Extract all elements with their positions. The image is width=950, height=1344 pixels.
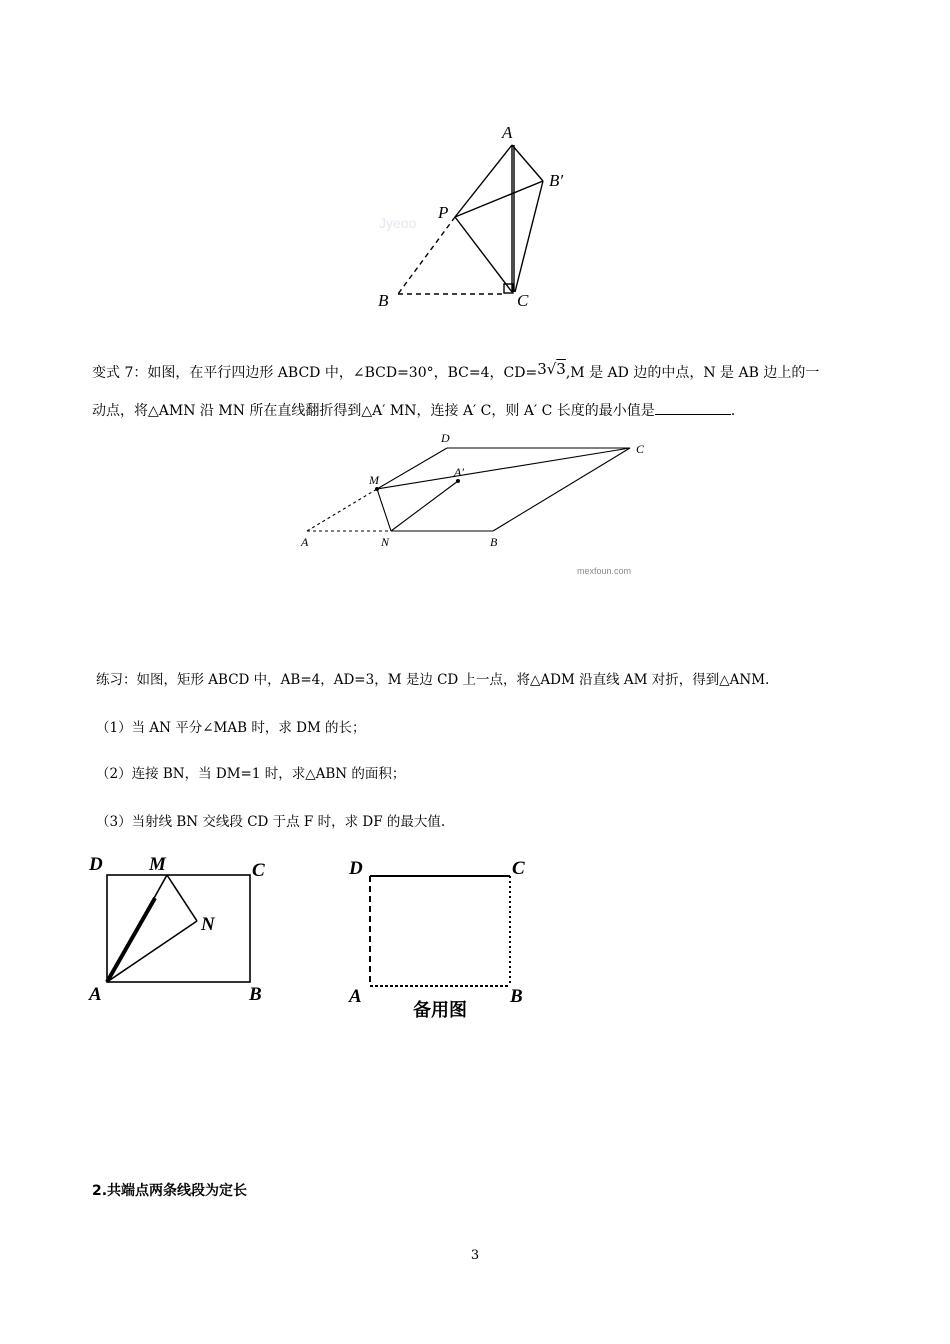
point-m: [375, 487, 379, 491]
label-p: P: [438, 203, 449, 222]
variant7-text-c: 动点，将△AMN 沿 MN 所在直线翻折得到△A′ MN，连接 A′ C，则 A′ C 长度的最小值是: [92, 403, 655, 419]
segment-ap: [455, 145, 512, 217]
label-b: B: [249, 984, 262, 1005]
answer-blank: [655, 400, 731, 415]
variant7-text-b: ,M 是 AD 边的中点，N 是 AB 边上的一: [565, 365, 820, 381]
segment-an: [107, 921, 197, 982]
segment-bc: [493, 448, 630, 531]
segment-na-prime: [391, 481, 458, 531]
segment-mn: [167, 875, 197, 921]
variant7-text-d: .: [730, 403, 736, 419]
section-title: 2.共端点两条线段为定长: [92, 1183, 248, 1199]
label-c: C: [512, 858, 525, 879]
figure-parallelogram: [295, 428, 675, 578]
sqrt-expression: [537, 360, 566, 378]
variant7-text-a: 变式 7：如图，在平行四边形 ABCD 中，∠BCD=30°，BC=4，CD=: [92, 365, 538, 381]
exercise-intro: 练习：如图，矩形 ABCD 中，AB=4，AD=3，M 是边 CD 上一点，将△ADM 沿直线 AM 对折，得到△ANM.: [96, 672, 770, 688]
label-c: C: [517, 291, 529, 310]
label-c: C: [252, 860, 265, 881]
point-a-prime: [456, 479, 460, 483]
segment-pb-prime: [455, 181, 543, 217]
figure-caption: 备用图: [413, 1000, 467, 1021]
variant7-line1: [92, 359, 819, 383]
exercise-question-2: （2）连接 BN，当 DM=1 时，求△ABN 的面积；: [96, 766, 406, 782]
watermark: mexfoun.com: [577, 566, 632, 576]
rectangle-abcd: [107, 875, 250, 982]
label-c: C: [636, 442, 645, 456]
figure-rectangle-fold: [85, 848, 275, 1013]
segment-mn: [377, 489, 391, 531]
segment-b-prime-c: [515, 181, 543, 292]
sqrt-radicand: 3: [556, 360, 566, 378]
segment-ab-prime: [512, 145, 543, 181]
segment-mc: [377, 448, 630, 489]
label-b: B: [378, 291, 389, 310]
label-b: B: [490, 535, 498, 549]
figure-spare-rectangle: [345, 848, 535, 1023]
variant7-line2: [92, 400, 735, 421]
exercise-question-3: （3）当射线 BN 交线段 CD 于点 F 时，求 DF 的最大值.: [96, 814, 446, 830]
label-n: N: [381, 535, 390, 549]
label-m: M: [369, 473, 379, 487]
segment-am-bold: [107, 898, 155, 982]
label-d: D: [89, 854, 103, 875]
label-a: A: [89, 984, 102, 1005]
label-a: A: [349, 986, 362, 1007]
figure-fold-triangle: [365, 118, 580, 313]
watermark: Jyeoo: [379, 215, 417, 231]
segment-pc: [455, 217, 512, 292]
label-b: B: [510, 986, 523, 1007]
exercise-question-1: （1）当 AN 平分∠MAB 时，求 DM 的长；: [96, 720, 366, 736]
label-a-prime: A′: [454, 465, 464, 479]
page-number: 3: [470, 1248, 480, 1263]
sqrt-coefficient: 3: [537, 360, 547, 378]
label-d: D: [349, 858, 363, 879]
label-d: D: [441, 431, 450, 445]
label-a: A: [301, 535, 309, 549]
sqrt-sign: √: [546, 360, 557, 378]
segment-am-dashed: [307, 489, 377, 531]
label-a: A: [502, 123, 513, 142]
label-b-prime: B′: [549, 171, 564, 190]
label-m: M: [149, 854, 166, 875]
label-n: N: [201, 914, 215, 935]
